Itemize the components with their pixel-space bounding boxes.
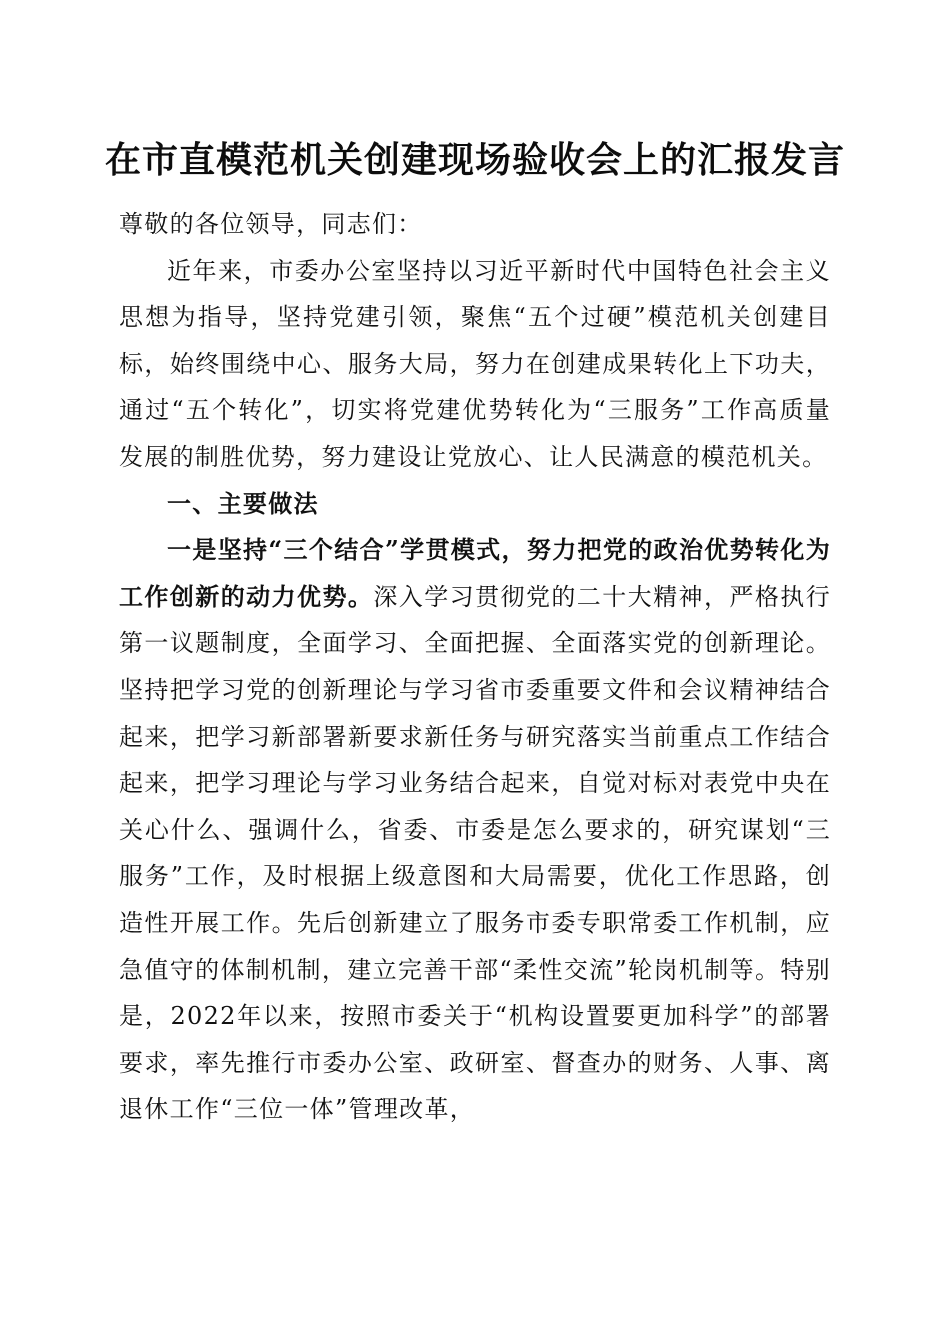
point-one-lead: 一是坚持“三个结合”学贯模式，努力把党的政治优势转化为工作创新的动力优势。 — [119, 535, 831, 611]
document-title: 在市直模范机关创建现场验收会上的汇报发言 — [104, 139, 845, 181]
salutation: 尊敬的各位领导，同志们： — [119, 210, 423, 238]
intro-paragraph: 近年来，市委办公室坚持以习近平新时代中国特色社会主义思想为指导，坚持党建引领，聚焦“五个过硬”模范机关创建目标，始终围绕中心、服务大局，努力在创建成果转化上下功夫，通过“五个转化”，切实将党建优势转化为“三服务”工作高质量发展的制胜优势，努力建设让党放心、让人民满意的模范机关。 — [119, 256, 831, 471]
point-one-paragraph — [119, 527, 831, 1133]
section-heading: 一、主要做法 — [167, 489, 319, 518]
point-one-body: 深入学习贯彻党的二十大精神，严格执行第一议题制度，全面学习、全面把握、全面落实党的创新理论。坚持把学习党的创新理论与学习省市委重要文件和会议精神结合起来，把学习新部署新要求新任务与研究落实当前重点工作结合起来，把学习理论与学习业务结合起来，自觉对标对表党中央在关心什么、强调什么，省委、市委是怎么要求的，研究谋划“三服务”工作，及时根据上级意图和大局需要，优化工作思路，创造性开展工作。先后创新建立了服务市委专职常委工作机制，应急值守的体制机制，建立完善干部“柔性交流”轮岗机制等。特别是，2022年以来，按照市委关于“机构设置要更加科学”的部署要求，率先推行市委办公室、政研室、督查办的财务、人事、离退休工作“三位一体”管理改革， — [119, 582, 832, 1124]
document-body — [119, 201, 831, 1133]
